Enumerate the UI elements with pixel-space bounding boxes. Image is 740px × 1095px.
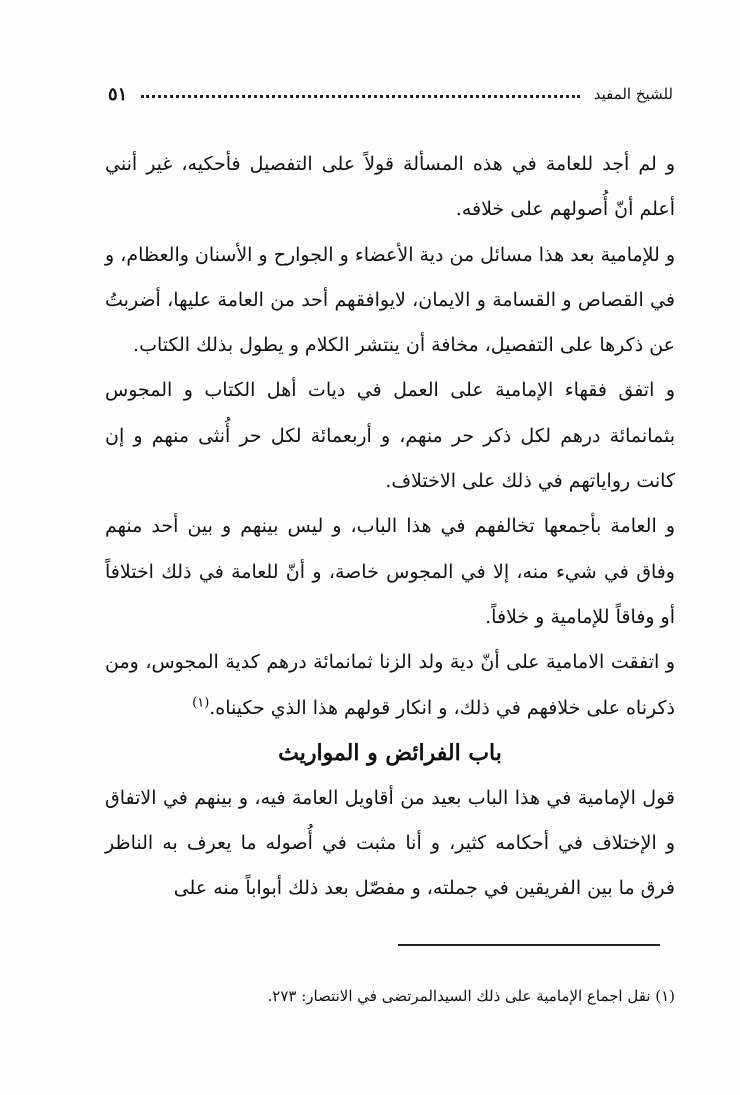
section-title: باب الفرائض و المواريث xyxy=(278,739,502,766)
footnote-reference: (١) xyxy=(192,695,210,711)
header-dot-leader xyxy=(141,95,579,98)
paragraph-5-text: و اتفقت الامامية على أنّ دية ولد الزنا ثمانمائة درهم كدية المجوس، ومن ذكرناه على خلافهم في ذلك، و انكار قولهم هذا الذي حكيناه. xyxy=(105,651,675,719)
paragraph-5 xyxy=(105,640,675,731)
paragraph-2: و للإمامية بعد هذا مسائل من دية الأعضاء و الجوارح و الأسنان والعظام، و في القصاص و القسامة و الايمان، لايوافقهم أحد من العامة عليها، أضربتُ عن ذكرها على التفصيل، مخافة أن ينتشر الكلام و يطول بذلك الكتاب. xyxy=(105,243,675,357)
running-title: للشيخ المفيد xyxy=(593,85,673,103)
footnote-separator xyxy=(398,944,660,946)
paragraph-4: و العامة بأجمعها تخالفهم في هذا الباب، و ليس بينهم و بين أحد منهم وفاق في شيء منه، إلا في المجوس خاصة، و أنّ للعامة في ذلك اختلافاً أو وفاقاً للإمامية و خلافاً. xyxy=(105,515,675,628)
footnote: (١) نقل اجماع الإمامية على ذلك السيدالمرتضى في الانتصار: ٢٧٣. xyxy=(267,987,675,1005)
paragraph-3: و اتفق فقهاء الإمامية على العمل في ديات أهل الكتاب و المجوس بثمانمائة درهم لكل ذكر حر منهم، و أربعمائة لكل حر أُنثى منهم و إن كانت رواياتهم في ذلك على الاختلاف. xyxy=(105,379,675,493)
page-number: ٥١ xyxy=(108,83,128,105)
page-header xyxy=(108,80,673,108)
section-paragraph: قول الإمامية في هذا الباب بعيد من أقاويل العامة فيه، و بينهم في الاتفاق و الإختلاف في أحكامه كثير، و أنا مثبت في أُصوله ما يعرف به الناظر فرق ما بين الفريقين في جملته، و مفصّل بعد ذلك أبواباً منه على xyxy=(105,786,675,900)
paragraph-1: و لم أجد للعامة في هذه المسألة قولاً على التفصيل فأحكيه، غير أنني أعلم أنّ أُصولهم على خلافه. xyxy=(105,153,675,221)
page-body xyxy=(105,142,675,912)
